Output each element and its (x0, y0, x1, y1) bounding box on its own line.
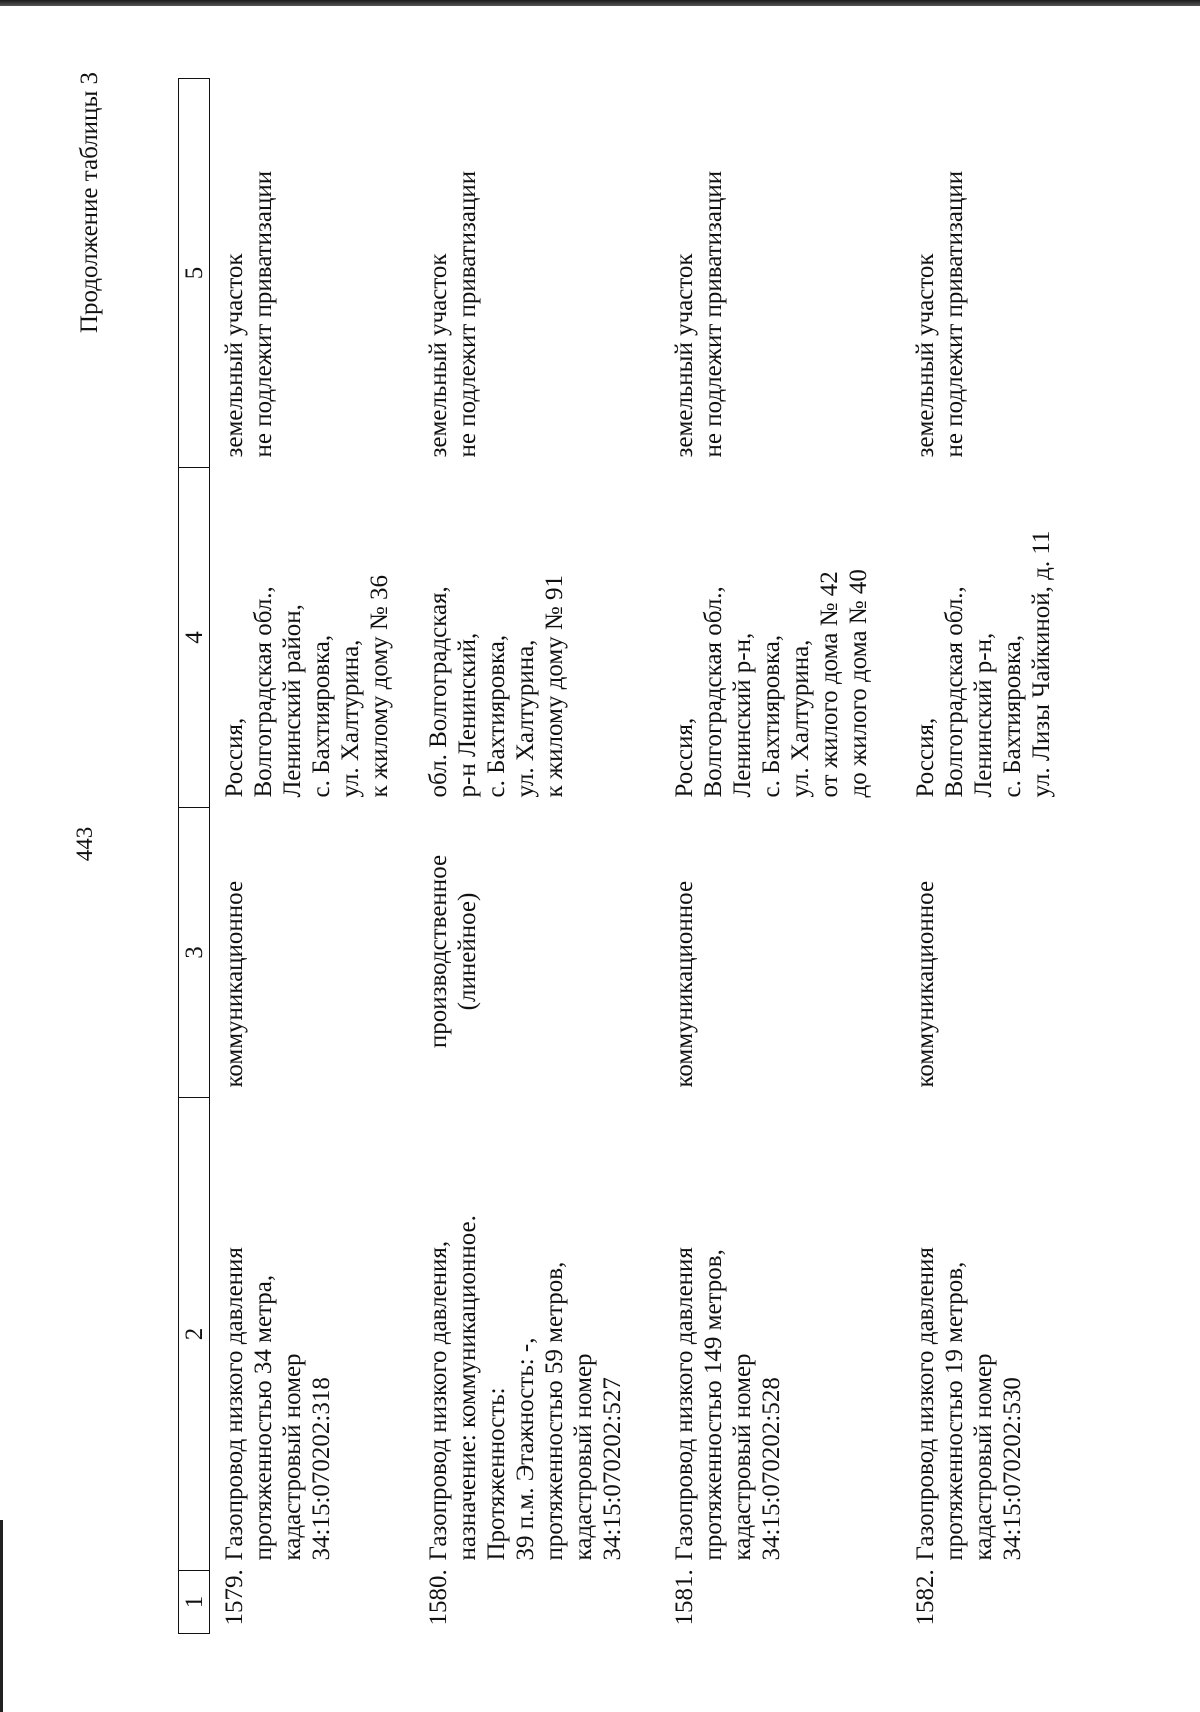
table-row (210, 79, 415, 1634)
land-status: земельный участок не подлежит приватизации (221, 170, 277, 458)
table-header-row (179, 79, 210, 1634)
table-row (660, 79, 901, 1634)
object-address: обл. Волгоградская, р-н Ленинский, с. Бахтияровка, ул. Халтурина, к жилому дому № 91 (425, 574, 568, 798)
object-purpose: производственное (линейное) (425, 854, 481, 1049)
object-address: Россия, Волгоградская обл., Ленинский р-н, с. Бахтияровка, ул. Халтурина, от жилого дома № 42 до жилого дома № 40 (671, 569, 872, 798)
column-header-2: 2 (179, 1098, 210, 1571)
row-number: 1582. (912, 1569, 939, 1626)
column-header-5: 5 (179, 79, 210, 468)
object-address: Россия, Волгоградская обл., Ленинский район, с. Бахтияровка, ул. Халтурина, к жилому дому № 36 (221, 574, 393, 798)
continuation-label: Продолжение таблицы 3 (76, 72, 103, 334)
column-header-1: 1 (179, 1571, 210, 1634)
property-table (178, 78, 1109, 1634)
object-description: Газопровод низкого давления протяженностью 19 метров, кадастровый номер 34:15:070202:530 (912, 1247, 1026, 1561)
land-status: земельный участок не подлежит приватизации (912, 170, 968, 458)
object-description: Газопровод низкого давления протяженностью 34 метра, кадастровый номер 34:15:070202:318 (221, 1247, 335, 1561)
table-row (414, 79, 660, 1634)
row-number: 1581. (671, 1569, 698, 1626)
row-number: 1579. (221, 1569, 248, 1626)
table-row (901, 79, 1109, 1634)
object-purpose: коммуникационное (221, 880, 248, 1088)
row-number: 1580. (425, 1569, 452, 1626)
object-purpose: коммуникационное (912, 880, 939, 1088)
object-description: Газопровод низкого давления, назначение: коммуникационное. Протяженность: 39 п.м. Этажность: -, протяженностью 59 метров, кадастровый номер 34:15:070202:527 (425, 1215, 626, 1561)
column-header-3: 3 (179, 808, 210, 1098)
land-status: земельный участок не подлежит приватизации (425, 170, 481, 458)
land-status: земельный участок не подлежит приватизации (671, 170, 727, 458)
column-header-4: 4 (179, 468, 210, 808)
object-description: Газопровод низкого давления протяженностью 149 метров, кадастровый номер 34:15:070202:528 (671, 1247, 785, 1561)
page-number: 443 (72, 826, 97, 862)
object-address: Россия, Волгоградская обл., Ленинский р-н, с. Бахтияровка, ул. Лизы Чайкиной, д. 11 (912, 530, 1055, 798)
object-purpose: коммуникационное (671, 880, 698, 1088)
